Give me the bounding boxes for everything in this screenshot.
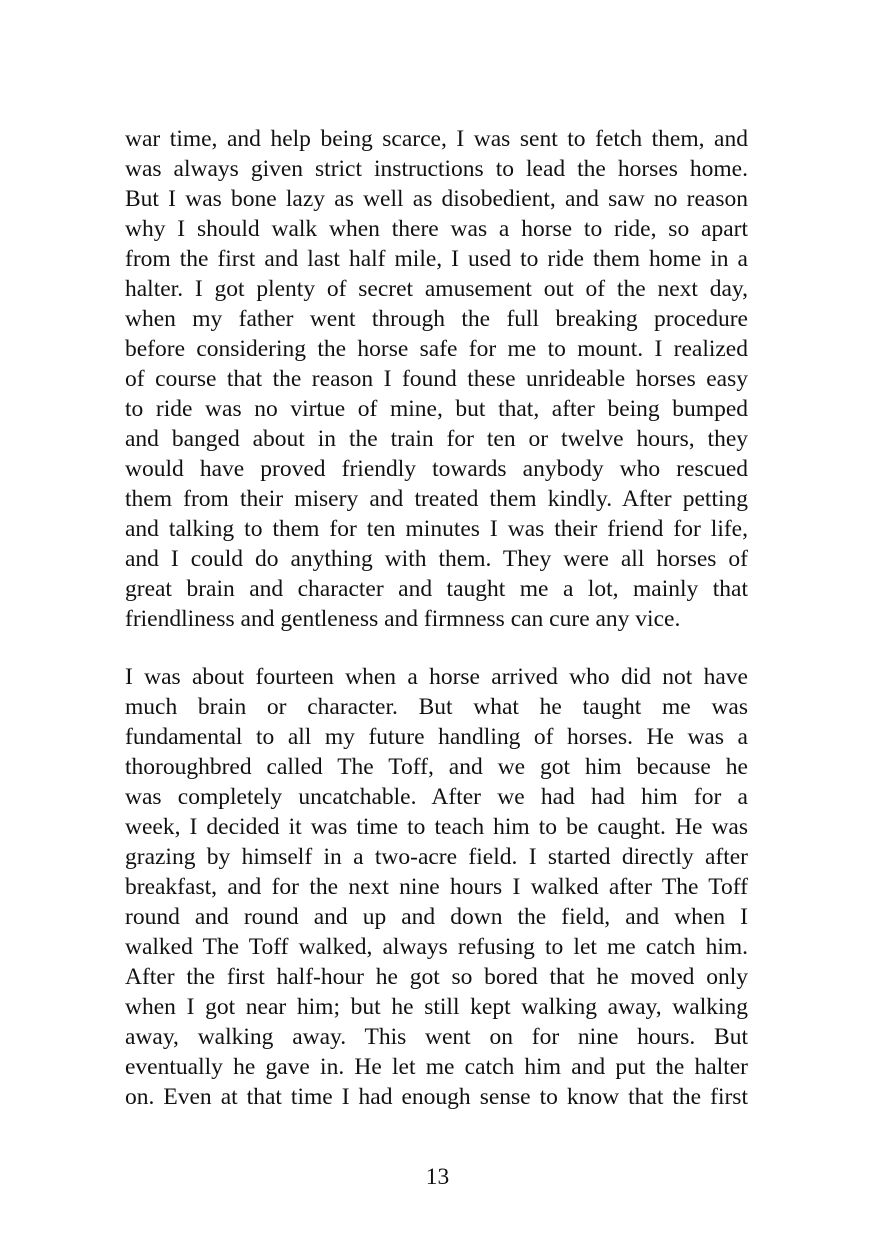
text-line: was completely uncatchable. After we had had him for a (125, 784, 748, 810)
text-line: them from their misery and treated them kindly. After petting (125, 486, 748, 512)
text-line: fundamental to all my future handling of horses. He was a (125, 724, 748, 750)
text-line: walked The Toff walked, always refusing to let me catch him. (125, 934, 748, 960)
text-line: away, walking away. This went on for nine hours. But (125, 1024, 748, 1050)
paragraph-1 (125, 124, 748, 634)
text-line: on. Even at that time I had enough sense to know that the first (125, 1084, 748, 1110)
text-line: would have proved friendly towards anybody who rescued (125, 456, 748, 482)
text-line: grazing by himself in a two-acre field. I started directly after (125, 844, 748, 870)
text-line: great brain and character and taught me a lot, mainly that (125, 576, 748, 602)
text-line: and I could do anything with them. They were all horses of (125, 546, 748, 572)
text-line: and talking to them for ten minutes I was their friend for life, (125, 516, 748, 542)
text-line: to ride was no virtue of mine, but that, after being bumped (125, 396, 748, 422)
text-line: round and round and up and down the field, and when I (125, 904, 748, 930)
text-line: before considering the horse safe for me to mount. I realized (125, 336, 748, 362)
text-line: and banged about in the train for ten or twelve hours, they (125, 426, 748, 452)
text-line: thoroughbred called The Toff, and we got him because he (125, 754, 748, 780)
text-line: week, I decided it was time to teach him to be caught. He was (125, 814, 748, 840)
text-line: was always given strict instructions to lead the horses home. (125, 156, 748, 182)
text-line: After the first half-hour he got so bored that he moved only (125, 964, 748, 990)
text-line: breakfast, and for the next nine hours I walked after The Toff (125, 874, 748, 900)
paragraph-2 (125, 662, 748, 1112)
page-number: 13 (425, 1164, 450, 1190)
text-line: friendliness and gentleness and firmness can cure any vice. (125, 606, 681, 632)
text-line: why I should walk when there was a horse to ride, so apart (125, 216, 748, 242)
text-line: I was about fourteen when a horse arrived who did not have (125, 664, 748, 690)
text-line: of course that the reason I found these unrideable horses easy (125, 366, 748, 392)
text-line: eventually he gave in. He let me catch him and put the halter (125, 1054, 748, 1080)
text-line: halter. I got plenty of secret amusement out of the next day, (125, 276, 748, 302)
text-line: But I was bone lazy as well as disobedient, and saw no reason (125, 186, 748, 212)
text-line: when I got near him; but he still kept walking away, walking (125, 994, 748, 1020)
text-line: war time, and help being scarce, I was sent to fetch them, and (125, 126, 748, 152)
text-line: much brain or character. But what he taught me was (125, 694, 748, 720)
text-line: from the first and last half mile, I used to ride them home in a (125, 246, 748, 272)
text-line: when my father went through the full breaking procedure (125, 306, 748, 332)
